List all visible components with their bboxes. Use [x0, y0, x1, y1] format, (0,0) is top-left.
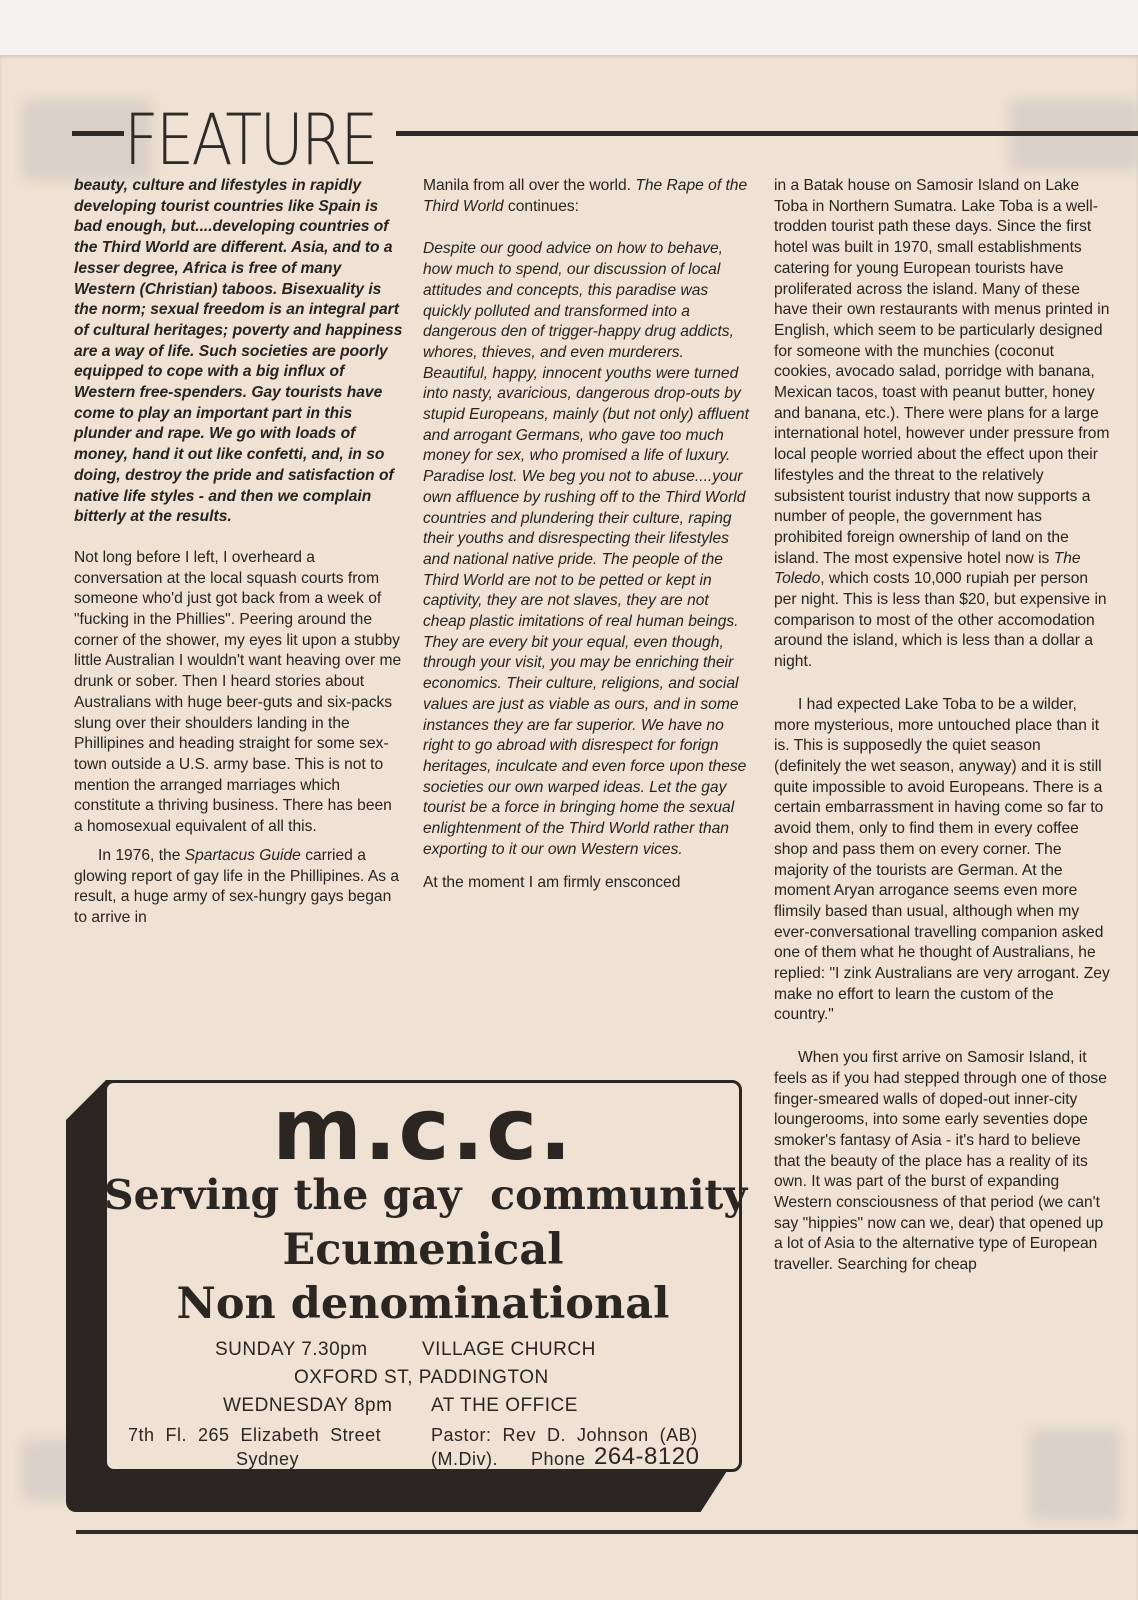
- article-paragraph: I had expected Lake Toba to be a wilder, more mysterious, more untouched place than it is. This is supposedly the quiet season (definitely the wet season, anyway) and it is still quite impossible to avoid Europeans. There is a certain embarrassment in having come so far to avoid them, only to find them in every coffee shop and pass them on every corner. The majority of the tourists are German. At the moment Aryan arrogance seems even more flimsily based than usual, although when my ever-conversational travelling companion asked one of them what he thought of Australians, he replied: "I zink Australians are very arrogant. Zey make no effort to learn the custom of the country.": [774, 695, 1110, 1024]
- advert-non-denominational: Non denominational: [176, 1279, 670, 1329]
- section-title: FEATURE: [124, 99, 376, 181]
- office-address: 7th Fl. 265 Elizabeth Street: [128, 1425, 382, 1445]
- article-column-1: [74, 176, 404, 929]
- pastor-degree: (M.Div).: [431, 1449, 498, 1469]
- advert-tagline: Serving the gay community: [104, 1171, 748, 1219]
- header-rule: [396, 131, 1138, 136]
- office-city: Sydney: [236, 1449, 300, 1469]
- pastor-name: Pastor: Rev D. Johnson (AB): [431, 1425, 698, 1445]
- article-paragraph: At the moment I am firmly ensconced: [423, 873, 681, 891]
- article-paragraph: Manila from all over the world. The Rape of the Third World continues:: [423, 177, 748, 215]
- phone-number: 264-8120: [594, 1443, 700, 1470]
- article-column-3: [774, 176, 1110, 1276]
- sunday-venue: VILLAGE CHURCH: [422, 1339, 596, 1360]
- article-paragraph: beauty, culture and lifestyles in rapidly developing tourist countries like Spain is bad enough, but....developing countries of the Third World are different. Asia, and to a lesser degree, Africa is free of many Western (Christian) taboos. Bisexuality is the norm; sexual freedom is an integral part of cultural heritages; poverty and happiness are a way of life. Such societies are poorly equipped to cope with a big influx of Western free-spenders. Gay tourists have come to play an important part in this plunder and rape. We go with loads of money, hand it out like confetti, and, in so doing, destroy the pride and satisfaction of native life styles - and then we complain bitterly at the results.: [74, 177, 403, 526]
- hotel-name: The Toledo: [774, 549, 1081, 588]
- scan-background: [0, 0, 1138, 55]
- article-column-2: [423, 176, 753, 893]
- article-paragraph: In 1976, the Spartacus Guide carried a glowing report of gay life in the Phillipines. As a result, a huge army of sex-hungry gays began to arrive in: [74, 846, 400, 926]
- wednesday-time: WEDNESDAY 8pm: [223, 1395, 393, 1416]
- article-paragraph: When you first arrive on Samosir Island, it feels as if you had stepped through one of those finger-smeared walls of doped-out inner-city loungerooms, into some early seventies dope smoker's fantasy of Asia - it's hard to believe that the beauty of the place has a reality of its own. It was part of the burst of expanding Western consciousness of that period (we can't say "hippies" now can we, dear) that opened up a lot of Asia to the alternative type of European traveller. Searching for cheap: [774, 1049, 1107, 1274]
- footer-rule: [76, 1530, 1138, 1534]
- mcc-logo: m.c.c.: [272, 1080, 574, 1180]
- page-smudge: [1030, 1430, 1120, 1520]
- sunday-time: SUNDAY 7.30pm: [215, 1339, 368, 1360]
- header-dash: [72, 131, 124, 136]
- publication-title: The Rape of the Third World: [423, 177, 748, 215]
- publication-title: Spartacus Guide: [184, 846, 301, 864]
- phone-label: Phone: [531, 1449, 586, 1469]
- advert-ecumenical: Ecumenical: [282, 1225, 564, 1275]
- street-address: OXFORD ST, PADDINGTON: [294, 1367, 549, 1388]
- article-paragraph: Not long before I left, I overheard a conversation at the local squash courts from someone who'd just got back from a week of "fucking in the Phillies". Peering around the corner of the shower, my eyes lit upon a stubby little Australian I wouldn't want heaving over me drunk or sober. Then I heard stories about Australians with huge beer-guts and six-packs slung over their shoulders landing in the Phillipines and heading straight for some sex-town outside a U.S. army base. This is not to mention the arranged marriages which constitute a thriving business. There has been a homosexual equivalent of all this.: [74, 548, 402, 836]
- block-quote: Despite our good advice on how to behave, how much to spend, our discussion of local attitudes and concepts, this paradise was quickly polluted and transformed into a dangerous den of trigger-happy drug addicts, whores, thieves, and even murderers. Beautiful, happy, innocent youths were turned into nasty, avaricious, dangerous drop-outs by stupid Europeans, mainly (but not only) affluent and arrogant Germans, who gave too much money for sex, who promised a life of luxury. Paradise lost. We beg you not to abuse....your own affluence by rushing off to the Third World countries and plundering their culture, raping their youths and disrespecting their lifestyles and national native pride. The people of the Third World are not to be petted or kept in captivity, they are not slaves, they are not cheap plastic imitations of real human beings. They are every bit your equal, even though, through your visit, you may be enriching their economics. Their culture, religions, and social values are just as viable as ours, and in some instances they are far superior. We have no right to go abroad with disrespect for forign heritages, inculcate and even force upon these societies our own warped ideas. Let the gay tourist be a force in bringing home the sexual enlightenment of the Third World rather than exporting to it our own Western vices.: [423, 240, 749, 858]
- article-paragraph: in a Batak house on Samosir Island on Lake Toba in Northern Sumatra. Lake Toba is a well-trodden tourist path these days. Since the first hotel was built in 1970, small establishments catering for young European tourists have proliferated across the island. Many of these have their own restaurants with menus printed in English, which seem to be particularly designed for someone with the munchies (coconut cookies, avocado salad, porridge with banana, Mexican tacos, toast with peanut butter, honey and banana, etc.). There were plans for a large international hotel, however under pressure from local people worried about the effect upon their lifestyles and the threat to the relatively subsistent tourist industry that now supports a number of people, the government has prohibited foreign ownership of land on the island. The most expensive hotel now is The Toledo, which costs 10,000 rupiah per person per night. This is less than $20, but expensive in comparison to most of the other accomodation around the island, which is less than a dollar a night.: [774, 177, 1110, 671]
- wednesday-venue: AT THE OFFICE: [431, 1395, 578, 1416]
